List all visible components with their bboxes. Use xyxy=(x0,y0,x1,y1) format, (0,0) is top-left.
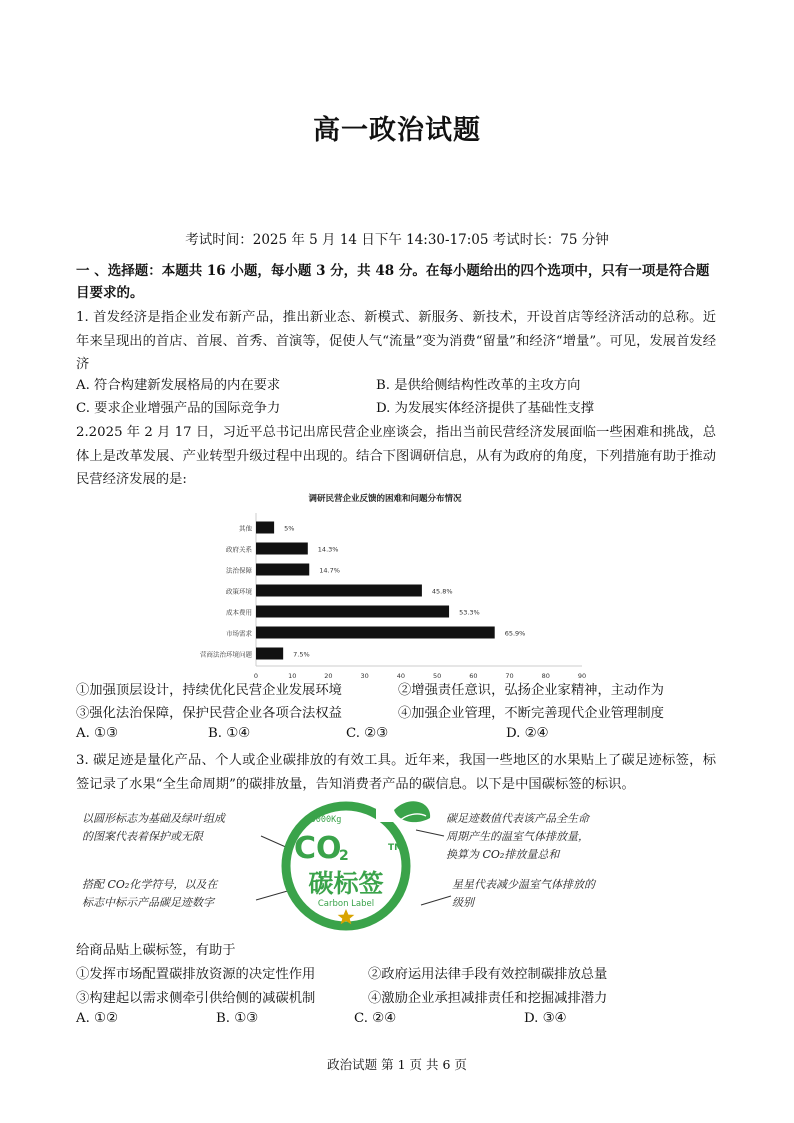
question-2-stem: 2.2025 年 2 月 17 日，习近平总书记出席民营企业座谈会，指出当前民营经济发展面临一些困难和挑战，总体上是改革发展、产业转型升级过程中出现的。结合下图调研信息，从有为政府的角度，下列措施有助于推动民营经济发展的是: xyxy=(76,425,716,487)
bar xyxy=(256,648,283,660)
pointer-line-bottom-left xyxy=(256,890,291,900)
question-2-statement-3: ③强化法治保障，保护民营企业各项合法权益 xyxy=(76,706,342,721)
question-1-options-row-1 xyxy=(76,374,716,396)
question-2-statements-row-2 xyxy=(76,702,716,724)
bar xyxy=(256,543,308,555)
data-label: 65.9% xyxy=(504,629,526,638)
question-2-statement-2: ②增强责任意识，弘扬企业家精神，主动作为 xyxy=(398,683,664,698)
question-3-lead: 给商品贴上碳标签，有助于 xyxy=(76,943,236,958)
logo-kg-value: 0000Kg xyxy=(310,815,342,825)
question-3-statement-4: ④激励企业承担减排责任和挖掘减排潜力 xyxy=(368,991,608,1006)
x-tick-label: 20 xyxy=(324,672,333,680)
question-2-options xyxy=(76,726,716,748)
logo-trademark: TM xyxy=(388,843,404,853)
section-heading: 一 、选择题：本题共 16 小题，每小题 3 分，共 48 分。在每小题给出的四个选项中，只有一项是符合题目要求的。 xyxy=(76,263,710,301)
note-bottom-right-line-2: 级别 xyxy=(452,896,474,909)
category-label: 法治保障 xyxy=(226,566,252,575)
survey-bar-chart xyxy=(180,487,590,680)
question-1-stem: 1. 首发经济是指企业发布新产品，推出新业态、新模式、新服务、新技术，开设首店等经济活动的总称。近年来呈现出的首店、首展、首秀、首演等，促使人气“流量”变为消费“留量”和经济“增量”。可见，发展首发经济 xyxy=(76,310,716,372)
logo-chinese-text: 碳标签 xyxy=(308,869,384,898)
question-3-statement-1: ①发挥市场配置碳排放资源的决定性作用 xyxy=(76,967,316,982)
data-label: 5% xyxy=(284,524,295,533)
category-label: 市场需求 xyxy=(226,629,252,638)
data-label: 14.3% xyxy=(317,545,339,554)
question-3-statement-2: ②政府运用法律手段有效控制碳排放总量 xyxy=(368,967,608,982)
data-label: 45.8% xyxy=(431,587,453,596)
carbon-label-logo xyxy=(286,801,432,926)
bar-chart-svg xyxy=(180,487,590,680)
page-footer: 政治试题 第 1 页 共 6 页 xyxy=(327,1057,467,1072)
question-3-options xyxy=(76,1011,716,1033)
note-top-right-line-3: 换算为 CO₂排放量总和 xyxy=(446,848,560,861)
logo-english-text: Carbon Label xyxy=(317,899,375,909)
question-2-option-b: B. ①④ xyxy=(208,726,251,741)
question-1-option-d: D. 为发展实体经济提供了基础性支撑 xyxy=(376,401,595,416)
logo-co2-subscript: 2 xyxy=(339,848,349,864)
question-1-options-row-2 xyxy=(76,397,716,419)
logo-co2-text: CO xyxy=(294,831,342,866)
pointer-line-bottom-right xyxy=(421,896,451,905)
category-label: 成本费用 xyxy=(226,608,252,617)
question-2-statement-1: ①加强顶层设计，持续优化民营企业发展环境 xyxy=(76,683,342,698)
exam-info: 考试时间：2025 年 5 月 14 日下午 14:30-17:05 考试时长：75 分钟 xyxy=(185,232,609,248)
question-2-statements-row-1 xyxy=(76,679,716,701)
carbon-label-svg xyxy=(76,800,636,930)
note-bottom-left-line-2: 标志中标示产品碳足迹数字 xyxy=(82,896,214,909)
category-label: 营商法治环境问题 xyxy=(200,650,252,659)
data-label: 53.3% xyxy=(459,608,480,617)
note-top-left-line-2: 的图案代表着保护或无限 xyxy=(82,830,203,843)
x-tick-label: 60 xyxy=(469,672,478,680)
question-2-option-a: A. ①③ xyxy=(76,726,118,741)
bar xyxy=(256,606,449,618)
x-tick-label: 0 xyxy=(253,672,259,680)
note-bottom-right-line-1: 星星代表减少温室气体排放的 xyxy=(452,878,595,891)
question-3-stem: 3. 碳足迹是量化产品、个人或企业碳排放的有效工具。近年来，我国一些地区的水果贴上了碳足迹标签，标签记录了水果“全生命周期”的碳排放量，告知消费者产品的碳信息。以下是中国碳标签的标识。 xyxy=(76,753,716,792)
question-1-option-c: C. 要求企业增强产品的国际竞争力 xyxy=(76,401,281,416)
question-1-option-b: B. 是供给侧结构性改革的主攻方向 xyxy=(376,378,581,393)
question-3-option-d: D. ③④ xyxy=(524,1011,567,1026)
note-top-right-line-1: 碳足迹数值代表该产品全生命 xyxy=(446,812,589,825)
x-tick-label: 80 xyxy=(541,672,550,680)
category-label: 其他 xyxy=(239,524,252,533)
x-tick-label: 90 xyxy=(577,672,587,680)
bar xyxy=(256,564,309,576)
bar xyxy=(256,522,274,534)
x-tick-label: 30 xyxy=(360,672,369,680)
x-tick-label: 10 xyxy=(288,672,297,680)
question-3-option-b: B. ①③ xyxy=(216,1011,259,1026)
category-label: 政策环境 xyxy=(226,587,252,596)
data-label: 7.5% xyxy=(293,650,310,659)
question-2-statement-4: ④加强企业管理，不断完善现代企业管理制度 xyxy=(398,706,664,721)
page-title: 高一政治试题 xyxy=(313,115,481,146)
question-3-statements-row-1 xyxy=(76,963,716,985)
pointer-line-top-right xyxy=(416,830,444,836)
carbon-label-figure xyxy=(76,800,636,930)
question-3-statement-3: ③构建起以需求侧牵引供给侧的减碳机制 xyxy=(76,991,316,1006)
category-label: 政府关系 xyxy=(226,545,252,554)
question-3-option-c: C. ②④ xyxy=(354,1011,396,1026)
question-3-statements-row-2 xyxy=(76,987,716,1009)
note-top-left-line-1: 以圆形标志为基础及绿叶组成 xyxy=(82,812,225,825)
note-top-right-line-2: 周期产生的温室气体排放量， xyxy=(446,830,589,843)
x-tick-label: 40 xyxy=(396,672,406,680)
x-tick-label: 50 xyxy=(432,672,442,680)
chart-title: 调研民营企业反馈的困难和问题分布情况 xyxy=(308,494,462,504)
pointer-line-top-left xyxy=(261,836,288,848)
question-1-option-a: A. 符合构建新发展格局的内在要求 xyxy=(76,378,281,393)
bar xyxy=(256,627,495,639)
x-tick-label: 70 xyxy=(505,672,514,680)
bar xyxy=(256,585,422,597)
question-2-option-c: C. ②③ xyxy=(346,726,388,741)
question-2-option-d: D. ②④ xyxy=(506,726,549,741)
note-bottom-left-line-1: 搭配 CO₂化学符号，以及在 xyxy=(82,878,218,891)
data-label: 14.7% xyxy=(319,566,340,575)
question-3-option-a: A. ①② xyxy=(76,1011,118,1026)
